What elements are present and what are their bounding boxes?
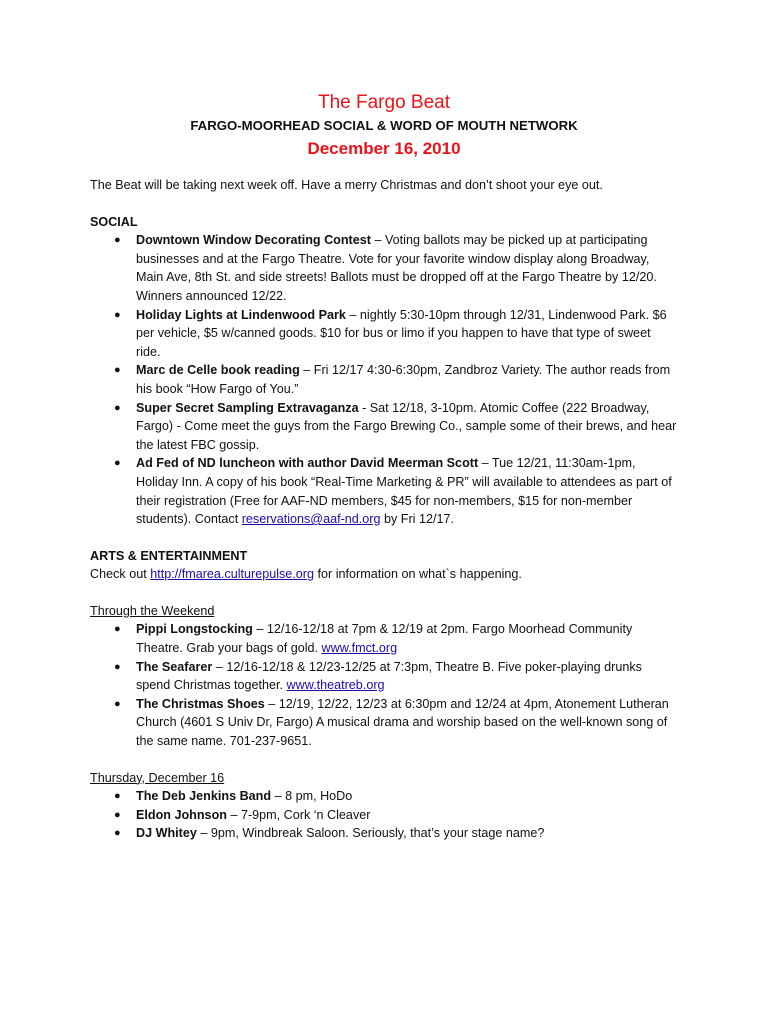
subsection-heading-thursday: Thursday, December 16 [90,770,225,785]
bullet-icon: ● [114,808,121,821]
event-name: Pippi Longstocking [136,622,253,637]
event-details: - Sat 12/18, 3-10pm. Atomic Coffee (222 Broadway, Fargo) - Come meet the guys from the Fargo Brewing Co., sample some of their brews, and hear the latest FBC gossip. [136,400,677,452]
list-item [114,399,678,455]
event-name: Holiday Lights at Lindenwood Park [136,307,346,322]
bullet-icon: ● [114,623,121,636]
fmct-link[interactable]: www.fmct.org [321,641,398,656]
bullet-icon: ● [114,457,121,470]
list-item [114,824,678,843]
arts-suffix: for information on what`s happening. [314,567,522,582]
subsection-heading-weekend: Through the Weekend [90,603,215,618]
list-item [114,231,678,305]
social-list [90,231,678,529]
list-item [114,695,678,751]
event-details: – 9pm, Windbreak Saloon. Seriously, that’s your stage name? [196,826,545,841]
event-name: The Christmas Shoes [136,696,265,711]
bullet-icon: ● [114,660,121,673]
list-item [114,806,678,825]
section-heading-social: SOCIAL [90,214,138,229]
event-details: – 7-9pm, Cork ‘n Cleaver [226,807,371,822]
list-item [114,620,678,657]
list-item [114,306,678,362]
event-details-suffix: by Fri 12/17. [380,512,454,527]
list-item [114,454,678,528]
bullet-icon: ● [114,234,121,247]
event-details: – 12/19, 12/22, 12/23 at 6:30pm and 12/24 at 4pm, Atonement Lutheran Church (4601 S Univ Dr, Fargo) A musical drama and worship based on the well-known song of the same name. 701-237-9651. [136,696,669,749]
event-details: – Voting ballots may be picked up at participating businesses and at the Fargo Theatre. Vote for your favorite window display along Broadway, Main Ave, 8th St. and side streets! Ballots must be dropped off at the Fargo Theatre by 12/20. Winners announced 12/22. [136,233,657,303]
bullet-icon: ● [114,308,121,321]
newsletter-title: The Fargo Beat [317,92,451,113]
event-name: Marc de Celle book reading [136,363,300,378]
bullet-icon: ● [114,401,121,414]
event-name: DJ Whitey [136,826,197,841]
section-heading-arts: ARTS & ENTERTAINMENT [90,548,248,563]
event-name: Super Secret Sampling Extravaganza [136,400,359,415]
event-name: Eldon Johnson [136,807,227,822]
event-name: The Seafarer [136,659,213,674]
event-details: – 8 pm, HoDo [271,789,353,804]
list-item [114,787,678,806]
event-details: – nightly 5:30-10pm through 12/31, Lindenwood Park. $6 per vehicle, $5 w/canned goods. $10 for bus or limo if you happen to have that type of sweet ride. [136,307,667,359]
bullet-icon: ● [114,790,121,803]
thursday-list [90,787,678,843]
bullet-icon: ● [114,827,121,840]
list-item [114,361,678,398]
list-item [114,658,678,695]
weekend-list [90,620,678,750]
bullet-icon: ● [114,364,121,377]
event-details: – Tue 12/21, 11:30am-1pm, Holiday Inn. A copy of his book “Real-Time Marketing & PR” will available to attendees as part of their registration (Free for AAF-ND members, $45 for non-members, $15 for non-member students). Contact [136,456,672,527]
reservations-email-link[interactable]: reservations@aaf-nd.org [241,512,381,527]
arts-check-out-line [90,565,678,584]
event-details: – 12/16-12/18 & 12/23-12/25 at 7:3pm, Theatre B. Five poker-playing drunks spend Christmas together. [136,659,642,693]
theatreb-link[interactable]: www.theatreb.org [286,678,385,693]
arts-prefix: Check out [90,567,151,582]
event-name: The Deb Jenkins Band [136,789,272,804]
newsletter-date: December 16, 2010 [307,139,461,158]
newsletter-subtitle: FARGO-MOORHEAD SOCIAL & WORD OF MOUTH NETWORK [190,118,578,133]
event-name: Ad Fed of ND luncheon with author David Meerman Scott [136,456,479,471]
intro-text: The Beat will be taking next week off. Have a merry Christmas and don’t shoot your eye out. [90,178,603,192]
bullet-icon: ● [114,697,121,710]
event-details: – Fri 12/17 4:30-6:30pm, Zandbroz Variety. The author reads from his book “How Fargo of You.” [136,363,671,396]
event-name: Downtown Window Decorating Contest [136,233,371,248]
event-details: – 12/16-12/18 at 7pm & 12/19 at 2pm. Fargo Moorhead Community Theatre. Grab your bags of gold. [136,622,633,656]
culturepulse-link[interactable]: http://fmarea.culturepulse.org [150,567,315,582]
